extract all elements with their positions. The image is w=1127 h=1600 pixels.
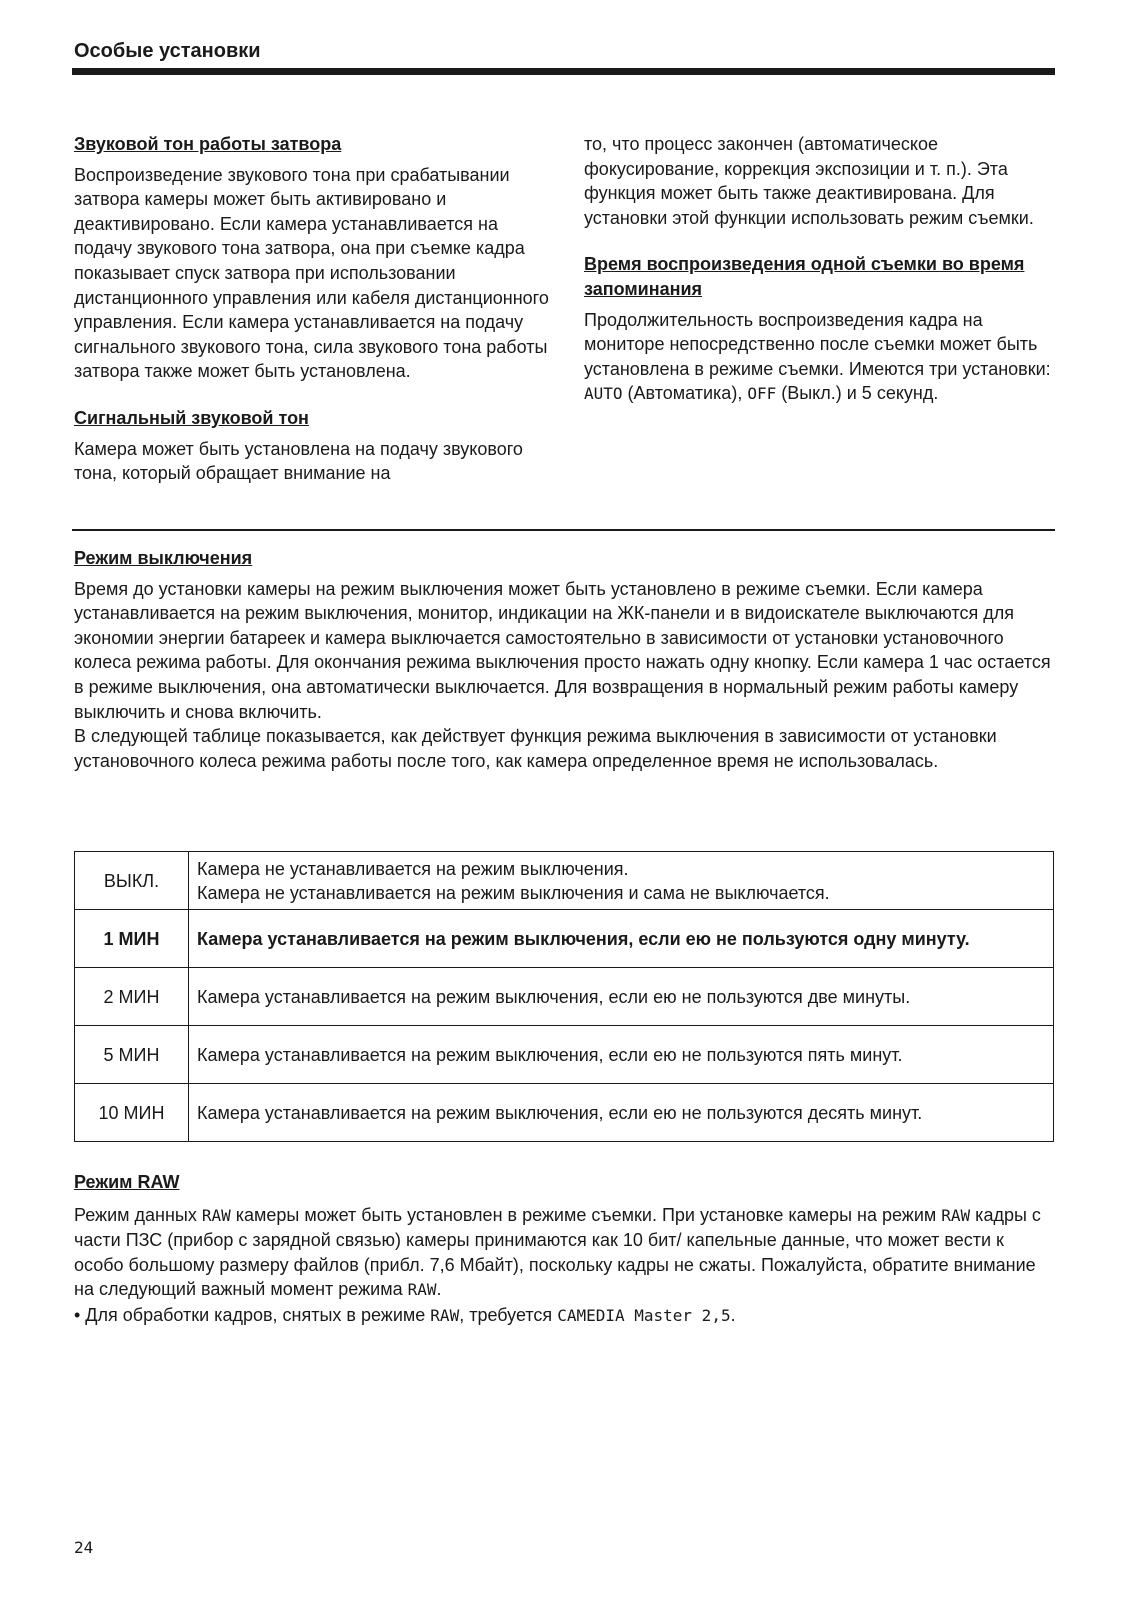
rec-view-text: (Выкл.) и 5 секунд. (776, 383, 939, 404)
raw-term: RAW (430, 1305, 460, 1325)
raw-mode-heading (74, 1170, 1054, 1195)
software-name: CAMEDIA Master 2,5 (557, 1305, 731, 1325)
raw-heading-text: Режим (74, 1172, 138, 1192)
table-row (75, 1084, 1054, 1142)
table-key: 10 МИН (75, 1084, 189, 1142)
signal-sound-body: Камера может быть установлена на подачу звукового тона, который обращает внимание на (74, 438, 523, 484)
table-key: 5 МИН (75, 1026, 189, 1084)
table-desc: Камера устанавливается на режим выключения, если ею не пользуются пять минут. (189, 1026, 1054, 1084)
raw-term: RAW (941, 1205, 971, 1225)
signal-sound-body-cont: то, что процесс закончен (автоматическое фокусирование, коррекция экспозиции и т. п.). Эта функция может быть также деактивирована. Для установки этой функции использовать режим съемки. (584, 134, 1034, 228)
bullet-text: , требуется (459, 1304, 558, 1325)
power-save-table (74, 851, 1054, 1142)
rec-view-body (584, 308, 1056, 407)
raw-text: Режим данных (74, 1204, 202, 1225)
section-divider (72, 529, 1055, 531)
table-desc (189, 852, 1054, 910)
bullet-text: • Для обработки кадров, снятых в режиме (74, 1304, 431, 1325)
rec-view-text: Продолжительность воспроизведения кадра на мониторе непосредственно после съемки может быть установлена в режиме съемки. Имеются три установки: (584, 309, 1051, 379)
raw-mode-bullet (74, 1303, 1054, 1329)
auto-setting: AUTO (584, 384, 623, 404)
off-setting: OFF (747, 384, 777, 404)
raw-mode-section (74, 1170, 1054, 1329)
table-desc: Камера устанавливается на режим выключения, если ею не пользуются две минуты. (189, 968, 1054, 1026)
table-desc-line: Камера не устанавливается на режим выключения и сама не выключается. (197, 882, 830, 903)
right-column (584, 132, 1056, 407)
page-title: Особые установки (74, 40, 261, 62)
raw-term: RAW (201, 1205, 231, 1225)
header-rule (72, 68, 1055, 75)
table-desc-line: Камера не устанавливается на режим выключения. (197, 858, 629, 879)
table-key: 2 МИН (75, 968, 189, 1026)
table-row (75, 852, 1054, 910)
raw-mode-body (74, 1203, 1054, 1303)
raw-heading-term: RAW (137, 1172, 180, 1192)
table-desc: Камера устанавливается на режим выключения, если ею не пользуются десять минут. (189, 1084, 1054, 1142)
table-row (75, 968, 1054, 1026)
table-desc: Камера устанавливается на режим выключения, если ею не пользуются одну минуту. (189, 910, 1054, 968)
left-column (74, 132, 550, 486)
rec-view-heading: Время воспроизведения одной съемки во время запоминания (584, 254, 1025, 299)
rec-view-text: (Автоматика), (622, 383, 748, 404)
power-save-para-2: В следующей таблице показывается, как действует функция режима выключения в зависимости от установки установочного колеса режима работы после того, как камера определенное время не использовалась. (74, 726, 997, 771)
bullet-text: . (730, 1304, 736, 1325)
raw-text: камеры может быть установлен в режиме съемки. При установке камеры на режим (230, 1204, 942, 1225)
raw-text: кадры с части ПЗС (прибор с зарядной связью) камеры принимаются как 10 бит/ капельные данные, что может вести к особо большому размеру файлов (прибл. 7,6 Мбайт), поскольку кадры не сжаты. Пожалуйста, обратите внимание на следующий важный момент режима (74, 1204, 1041, 1300)
table-key: 1 МИН (75, 910, 189, 968)
page-number: 24 (74, 1538, 94, 1557)
signal-sound-heading: Сигнальный звуковой тон (74, 407, 309, 428)
shutter-sound-heading: Звуковой тон работы затвора (74, 134, 342, 154)
raw-term: RAW (407, 1280, 437, 1300)
table-row (75, 910, 1054, 968)
table-key: ВЫКЛ. (75, 852, 189, 910)
shutter-sound-body: Воспроизведение звукового тона при срабатывании затвора камеры может быть активировано и деактивировано. Если камера устанавливается на подачу звукового тона затвора, она при съемке кадра показывает спуск затвора при использовании дистанционного управления или кабеля дистанционного управления. Если камера устанавливается на подачу сигнального звукового тона, сила звукового тона работы затвора также может быть установлена. (74, 164, 549, 382)
power-save-section (74, 546, 1054, 773)
power-save-para-1: Время до установки камеры на режим выключения может быть установлено в режиме съемки. Если камера устанавливается на режим выключения, монитор, индикации на ЖК-панели и в видоискателе выключаются для экономии энергии батареек и камера выключается самостоятельно в зависимости от установки установочного колеса режима работы. Для окончания режима выключения просто нажать одну кнопку. Если камера 1 час остается в режиме выключения, она автоматически выключается. Для возвращения в нормальный режим работы камеру выключить и снова включить. (74, 578, 1051, 722)
power-save-heading: Режим выключения (74, 548, 253, 568)
raw-text: . (436, 1279, 442, 1300)
table-row (75, 1026, 1054, 1084)
